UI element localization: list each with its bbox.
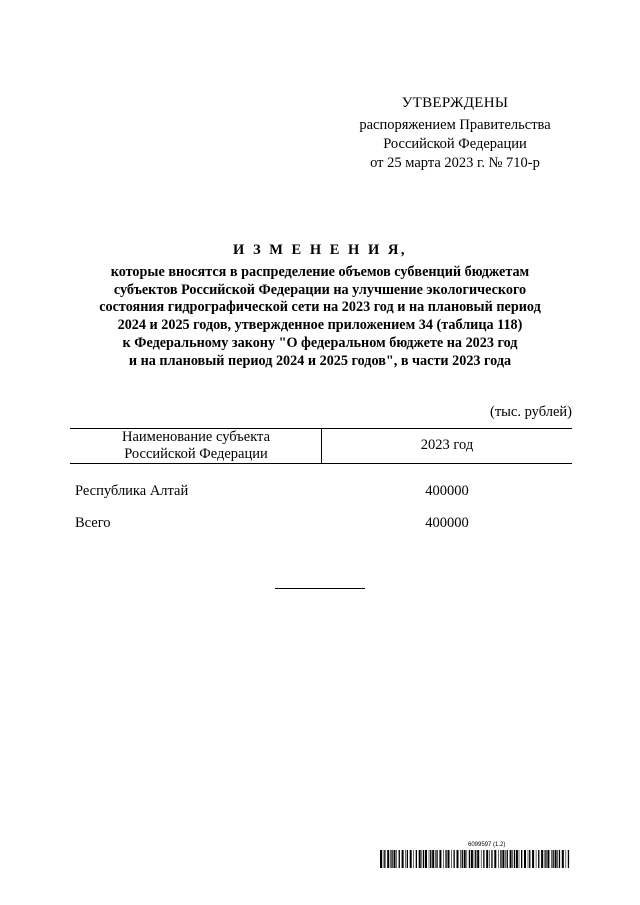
barcode-bar <box>559 850 560 868</box>
barcode-bar <box>541 850 543 868</box>
subtitle-line: и на плановый период 2024 и 2025 годов", в части 2023 года <box>128 352 512 369</box>
barcode-bar <box>544 850 545 868</box>
approval-line-2: Российской Федерации <box>383 136 527 152</box>
barcode-bar <box>555 850 557 868</box>
subtitle-line: субъектов Российской Федерации на улучшение экологического <box>113 281 527 298</box>
barcode-bar <box>469 850 470 868</box>
table-row-name: Всего <box>75 515 111 531</box>
barcode-bar <box>477 850 479 868</box>
barcode-bar <box>430 850 431 868</box>
barcode-bar <box>405 850 406 868</box>
barcode-bar <box>407 850 408 868</box>
barcode-bar <box>402 850 404 868</box>
table-row-name: Республика Алтай <box>75 483 189 499</box>
barcode-bar <box>432 850 434 868</box>
approval-line-3: от 25 марта 2023 г. № 710-р <box>370 155 540 171</box>
barcode-bar <box>410 850 412 868</box>
barcode-bar <box>538 850 539 868</box>
barcode-bar <box>413 850 414 868</box>
barcode-bar <box>494 850 496 868</box>
barcode-bar <box>422 850 423 868</box>
table-header-subject <box>72 429 320 463</box>
barcode-bar <box>462 850 463 868</box>
barcode-bar <box>557 850 558 868</box>
barcode-bar <box>514 850 515 868</box>
units-label: (тыс. рублей) <box>490 404 572 420</box>
subtitle-line: состояния гидрографической сети на 2023 год и на плановый период <box>99 299 541 316</box>
barcode-bar <box>439 850 441 868</box>
barcode-bar <box>553 850 554 868</box>
barcode-bar <box>429 850 430 868</box>
barcode-bar <box>460 850 461 868</box>
document-code: 6099597 (1.2) <box>468 842 506 848</box>
barcode-bar <box>435 850 436 868</box>
barcode-bar <box>529 850 530 868</box>
barcode-bar <box>528 850 529 868</box>
barcode-bar <box>391 850 392 868</box>
barcode-bar <box>481 850 482 868</box>
barcode-bar <box>443 850 444 868</box>
barcode-bar <box>445 850 446 868</box>
barcode-bar <box>491 850 492 868</box>
barcode-bar <box>390 850 391 868</box>
approval-line-1: распоряжением Правительства <box>359 117 551 133</box>
table-header-rule <box>70 463 572 464</box>
barcode-bar <box>396 850 397 868</box>
subtitle-line: к Федеральному закону "О федеральном бюджете на 2023 год <box>122 334 518 351</box>
approval-block <box>340 94 570 173</box>
barcode <box>380 850 570 868</box>
barcode-bar <box>500 850 501 868</box>
subtitle-line: 2024 и 2025 годов, утвержденное приложением 34 (таблица 118) <box>117 317 523 334</box>
barcode-bar <box>383 850 384 868</box>
barcode-bar <box>551 850 552 868</box>
barcode-bar <box>486 850 488 868</box>
barcode-bar <box>384 850 385 868</box>
barcode-bar <box>536 850 537 868</box>
barcode-bar <box>419 850 421 868</box>
table-row-value: 400000 <box>425 515 469 531</box>
barcode-bar <box>448 850 450 868</box>
barcode-bar <box>483 850 484 868</box>
barcode-bar <box>436 850 437 868</box>
barcode-bar <box>467 850 468 868</box>
barcode-bar <box>512 850 513 868</box>
barcode-bar <box>532 850 534 868</box>
barcode-bar <box>489 850 490 868</box>
barcode-bar <box>545 850 546 868</box>
table-header-year: 2023 год <box>420 437 474 453</box>
document-title: И З М Е Н Е Н И Я, <box>233 242 407 258</box>
barcode-bar <box>519 850 520 868</box>
barcode-bar <box>464 850 466 868</box>
barcode-bar <box>475 850 476 868</box>
barcode-bar <box>425 850 427 868</box>
barcode-bar <box>451 850 452 868</box>
document-subtitle <box>60 264 580 370</box>
subtitle-line: которые вносятся в распределение объемов субвенций бюджетам <box>110 264 530 280</box>
barcode-bar <box>510 850 512 868</box>
barcode-bar <box>507 850 508 868</box>
barcode-bar <box>457 850 459 868</box>
barcode-bar <box>498 850 499 868</box>
barcode-bar <box>474 850 475 868</box>
barcode-bar <box>399 850 400 868</box>
end-separator <box>275 588 365 589</box>
barcode-bar <box>562 850 564 868</box>
barcode-bar <box>568 850 569 868</box>
barcode-bar <box>566 850 567 868</box>
barcode-bar <box>547 850 549 868</box>
header-line: Наименование субъекта <box>121 429 271 445</box>
approval-heading: УТВЕРЖДЕНЫ <box>401 95 509 111</box>
header-line: Российской Федерации <box>124 446 268 462</box>
barcode-bar <box>387 850 389 868</box>
barcode-bar <box>380 850 382 868</box>
barcode-bar <box>516 850 518 868</box>
barcode-bar <box>524 850 526 868</box>
barcode-bar <box>502 850 504 868</box>
barcode-bar <box>454 850 455 868</box>
barcode-bar <box>521 850 522 868</box>
barcode-bar <box>416 850 417 868</box>
barcode-bar <box>423 850 424 868</box>
barcode-bar <box>505 850 506 868</box>
barcode-bar <box>471 850 473 868</box>
barcode-bar <box>394 850 396 868</box>
table-row-value: 400000 <box>425 483 469 499</box>
